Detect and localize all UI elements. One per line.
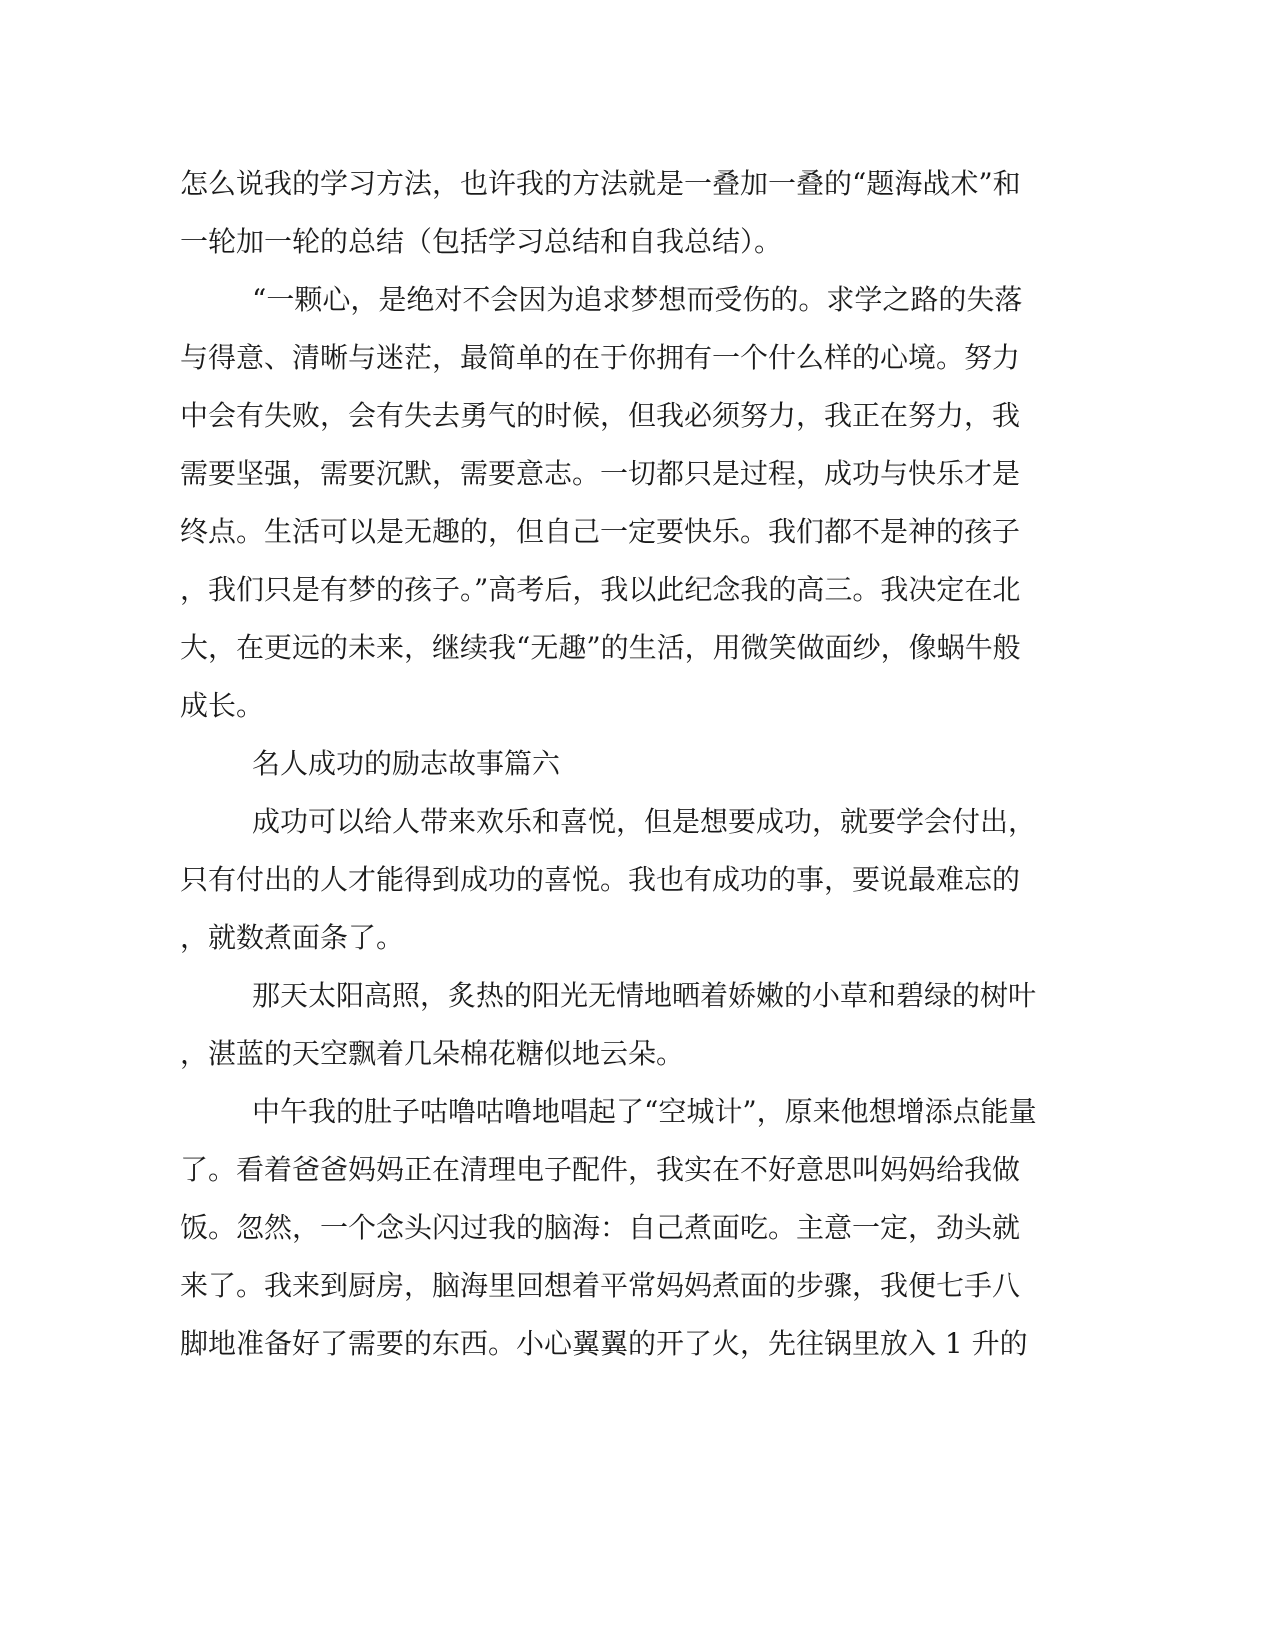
- text-line: ，湛蓝的天空飘着几朵棉花糖似地云朵。: [180, 1037, 685, 1070]
- text-line: 与得意、清晰与迷茫，最简单的在于你拥有一个什么样的心境。努力: [180, 341, 1021, 374]
- text-line: 只有付出的人才能得到成功的喜悦。我也有成功的事，要说最难忘的: [180, 863, 1021, 896]
- text-line: 一轮加一轮的总结（包括学习总结和自我总结）。: [180, 225, 783, 258]
- paragraph-first-line: 那天太阳高照，炙热的阳光无情地晒着娇嫩的小草和碧绿的树叶: [252, 979, 1037, 1012]
- section-heading: 名人成功的励志故事篇六: [252, 747, 561, 780]
- paragraph-first-line: 中午我的肚子咕噜咕噜地唱起了“空城计”，原来他想增添点能量: [252, 1095, 1037, 1128]
- text-line: 需要坚强，需要沉默，需要意志。一切都只是过程，成功与快乐才是: [180, 457, 1021, 490]
- text-line: 来了。我来到厨房，脑海里回想着平常妈妈煮面的步骤，我便七手八: [180, 1269, 1021, 1302]
- text-line: 大，在更远的未来，继续我“无趣”的生活，用微笑做面纱，像蜗牛般: [180, 631, 1021, 664]
- paragraph-first-line: “一颗心，是绝对不会因为追求梦想而受伤的。求学之路的失落: [252, 283, 1023, 316]
- paragraph-first-line: 成功可以给人带来欢乐和喜悦，但是想要成功，就要学会付出，: [252, 805, 1037, 838]
- text-line: 饭。忽然，一个念头闪过我的脑海：自己煮面吃。主意一定，劲头就: [180, 1211, 1021, 1244]
- text-line: 了。看着爸爸妈妈正在清理电子配件，我实在不好意思叫妈妈给我做: [180, 1153, 1021, 1186]
- text-line: 脚地准备好了需要的东西。小心翼翼的开了火，先往锅里放入 1 升的: [180, 1327, 1028, 1360]
- text-line: 怎么说我的学习方法，也许我的方法就是一叠加一叠的“题海战术”和: [180, 167, 1021, 200]
- text-line: ，我们只是有梦的孩子。”高考后，我以此纪念我的高三。我决定在北: [180, 573, 1021, 606]
- text-line: ，就数煮面条了。: [180, 921, 405, 954]
- text-line: 中会有失败，会有失去勇气的时候，但我必须努力，我正在努力，我: [180, 399, 1021, 432]
- text-line: 终点。生活可以是无趣的，但自己一定要快乐。我们都不是神的孩子: [180, 515, 1021, 548]
- text-line: 成长。: [180, 689, 265, 722]
